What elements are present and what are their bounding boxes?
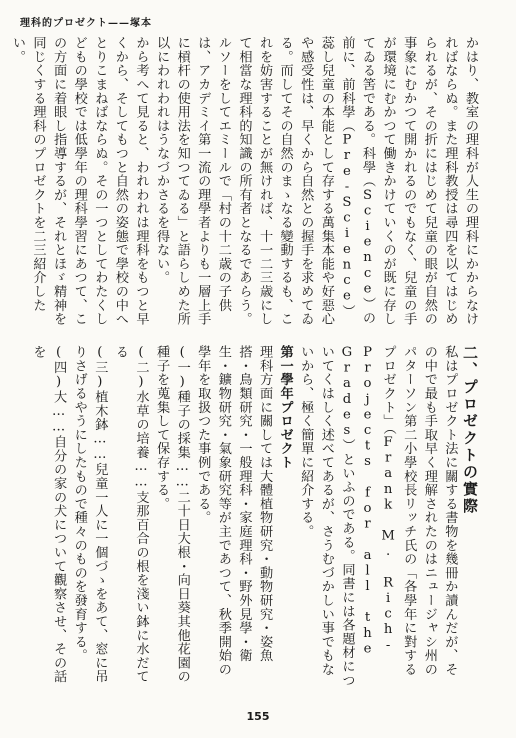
section-heading: 二、プロゼクトの實際 [461, 345, 479, 515]
list-item: (二)水草の培養……支那百合の根を淺い鉢に水だてる [112, 345, 149, 684]
paragraph: 蕊し兒童の本能として存する萬集本能や好惡心や感受性は、早くから自然との握手を求めてゐる。而してその自然のまゝなる變動するも、これを妨害することが無ければ、十一二三歳にして相當な理科的知識の所有者となるであらう。ルソーをしてエミールで「村の十二歳の子供は、アカデミイ第一流の理學者よりも一層上手に槓杆の使用法を知つてゐる」と語らしめた所以にわれわれはうなづかさるを得ない。 [154, 36, 334, 326]
list-item: (四)大……自分の家の犬について觀察させ、その話を [30, 345, 67, 684]
paragraph: 理科方面に關しては大體植物研究・動物研究・姿魚搭・鳥類研究・一般理科・家庭理科・野外見學・衛生・鑛物研究・氣象研究等が主であつて、秋季開始の學年を取扱つた事例である。 [195, 345, 273, 677]
list-item: (三)植木鉢……兒童一人に一個づゝをあて、窓に吊りさげるやうにしたもので種々のものを發育する。 [71, 345, 108, 684]
running-head: 理科的プロゼクト——塚本 [20, 18, 152, 29]
lower-text-block [0, 345, 480, 689]
paragraph: から考へて見ると、われわれは理科をもつと早くから、そしてもつと自然の姿態で學校の中へとりこまねばならぬ。その一つとしてわたくしどもの學校では低學年の理科學習にあつて、この方面に着眼し指導するが、それとほゞ精神を同じくする理科のプロゼクトを二三紹介したい。 [9, 36, 149, 326]
upper-text-block [0, 36, 480, 328]
paragraph: 私はプロゼクト法に關する書物を幾冊か讀んだが、その中で最も手取早く理解されたのはニュージャシ州のパターソン第二小學校長リッチ氏の「各學年に對するプロゼクト」（Frank M. Rich-Projects for all the Grades）といふのである。同書には各題材についてくはしく述べてあるが、さうむづかしい事でもないから、極く簡單に紹介する。 [298, 345, 458, 687]
page-number: 155 [246, 710, 270, 723]
paragraph: かはり、教室の理科が人生の理科にかからなければならぬ。また理科教授は尋四を以てはじめられるが、その折にはじめて兒童の眼が自然の事象にむかつて開かれるのでもなく、兒童の手が環境にむかつて働きかけていくのが既に存してゐる筈である。科學（Science）の前に、前科學（Pre-Science） [339, 36, 478, 326]
year-heading: 第一學年プロゼクト [277, 345, 293, 470]
list-item: (一)種子の採集……二十日大根・向日葵其他花園の種子を蒐集して保存する。 [154, 345, 190, 684]
